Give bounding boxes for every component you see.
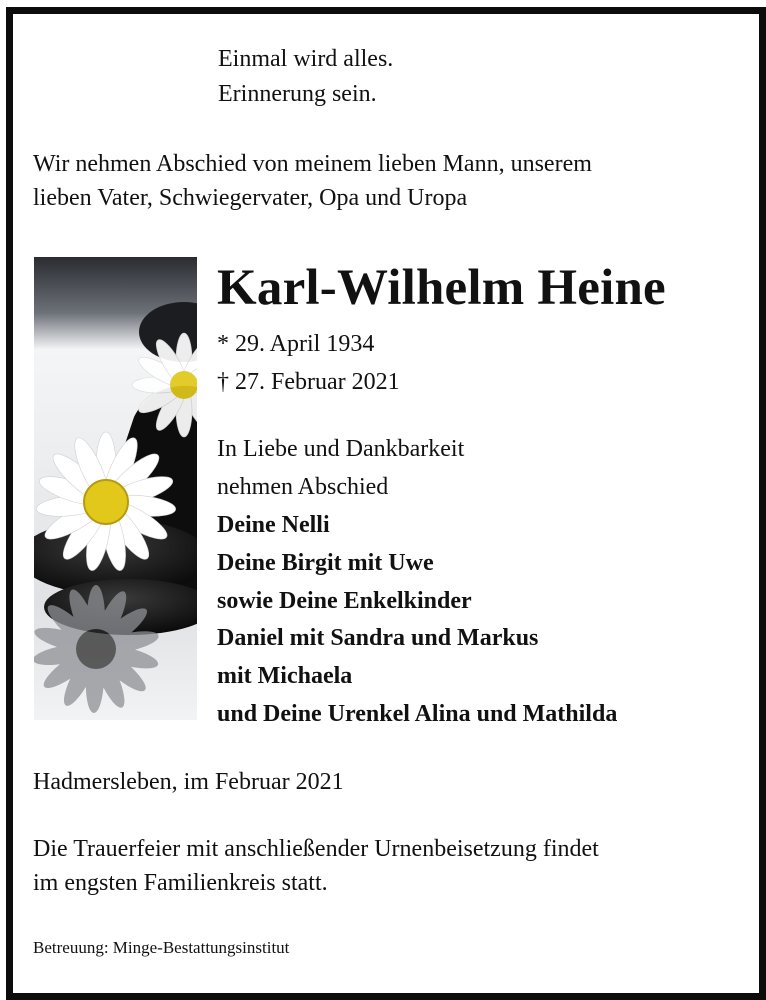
mourner-line: Deine Nelli: [217, 512, 330, 538]
obituary-notice: [6, 7, 766, 1000]
birth-date: * 29. April 1934: [217, 331, 375, 357]
mourner-line: Daniel mit Sandra und Markus: [217, 625, 539, 651]
deceased-name: Karl-Wilhelm Heine: [217, 260, 666, 316]
mourner-line: und Deine Urenkel Alina und Mathilda: [217, 701, 618, 727]
intro-line-2: lieben Vater, Schwiegervater, Opa und Uropa: [33, 185, 468, 211]
mourners-intro-1: In Liebe und Dankbarkeit: [217, 436, 465, 462]
motto-line-1: Einmal wird alles.: [218, 46, 394, 72]
funeral-note-line-2: im engsten Familienkreis statt.: [33, 870, 328, 896]
intro-line-1: Wir nehmen Abschied von meinem lieben Mann, unserem: [33, 151, 592, 177]
place-and-date: Hadmersleben, im Februar 2021: [33, 769, 344, 795]
daisy-photo-icon: [34, 257, 197, 720]
undertaker-credit: Betreuung: Minge-Bestattungsinstitut: [33, 938, 290, 957]
death-date: † 27. Februar 2021: [217, 369, 400, 395]
funeral-note-line-1: Die Trauerfeier mit anschließender Urnenbeisetzung findet: [33, 836, 599, 862]
daisy-photo-graphic: [34, 257, 197, 720]
motto-line-2: Erinnerung sein.: [218, 81, 377, 107]
mourner-line: sowie Deine Enkelkinder: [217, 588, 472, 614]
mourners-intro-2: nehmen Abschied: [217, 474, 389, 500]
mourner-line: Deine Birgit mit Uwe: [217, 550, 434, 576]
mourner-line: mit Michaela: [217, 663, 353, 689]
